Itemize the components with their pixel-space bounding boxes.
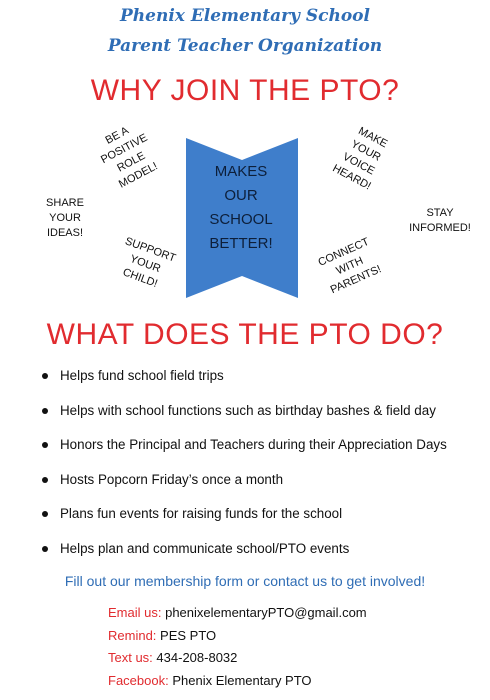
bullet-icon bbox=[42, 442, 48, 448]
why-join-heading: WHY JOIN THE PTO? bbox=[90, 74, 400, 107]
remind-label: Remind: bbox=[108, 627, 157, 643]
reason-positive-role-model: BE A POSITIVE ROLE MODEL! bbox=[99, 124, 160, 191]
contact-email-row bbox=[108, 603, 367, 626]
contact-facebook-row bbox=[108, 671, 367, 694]
contact-remind-row bbox=[108, 626, 367, 649]
ribbon-text: MAKES OUR SCHOOL BETTER! bbox=[209, 163, 273, 252]
reason-support-child: SUPPORT YOUR CHILD! bbox=[121, 235, 178, 290]
bullet-icon bbox=[42, 373, 48, 379]
school-name: Phenix Elementary School bbox=[120, 6, 370, 26]
bullet-icon bbox=[42, 546, 48, 552]
organization-name: Parent Teacher Organization bbox=[107, 36, 383, 56]
contact-text-row bbox=[108, 648, 367, 671]
phone-number[interactable]: 434-208-8032 bbox=[156, 650, 238, 665]
email-label: Email us: bbox=[108, 605, 162, 620]
activities-list bbox=[42, 366, 482, 574]
activity-text: Honors the Principal and Teachers during their Appreciation Days bbox=[60, 437, 447, 453]
list-item bbox=[42, 504, 482, 539]
activity-text: Helps with school functions such as birthday bashes & field day bbox=[60, 402, 436, 418]
reason-share-ideas: SHARE YOUR IDEAS! bbox=[46, 197, 84, 239]
list-item bbox=[42, 470, 482, 505]
bullet-icon bbox=[42, 477, 48, 483]
reason-voice-heard: MAKE YOUR VOICE HEARD! bbox=[330, 125, 390, 193]
reason-connect-parents: CONNECT WITH PARENTS! bbox=[316, 235, 384, 297]
list-item bbox=[42, 366, 482, 401]
list-item bbox=[42, 401, 482, 436]
bullet-icon bbox=[42, 511, 48, 517]
bullet-icon bbox=[42, 408, 48, 414]
reason-stay-informed: STAY INFORMED! bbox=[409, 207, 471, 234]
facebook-label: Facebook: bbox=[108, 672, 169, 688]
what-does-pto-do-heading: WHAT DOES THE PTO DO? bbox=[46, 318, 444, 351]
text-label: Text us: bbox=[108, 650, 153, 665]
facebook-link[interactable]: Phenix Elementary PTO bbox=[172, 672, 312, 688]
activity-text: Hosts Popcorn Friday’s once a month bbox=[60, 471, 284, 487]
list-item bbox=[42, 435, 482, 470]
activity-text: Helps plan and communicate school/PTO events bbox=[60, 540, 350, 556]
call-to-action: Fill out our membership form or contact us to get involved! bbox=[64, 573, 426, 589]
activity-text: Helps fund school field trips bbox=[60, 368, 224, 383]
list-item bbox=[42, 539, 482, 574]
activity-text: Plans fun events for raising funds for the school bbox=[60, 506, 343, 522]
email-link[interactable]: phenixelementaryPTO@gmail.com bbox=[165, 605, 367, 620]
contact-block bbox=[108, 603, 367, 693]
remind-value: PES PTO bbox=[160, 627, 217, 643]
